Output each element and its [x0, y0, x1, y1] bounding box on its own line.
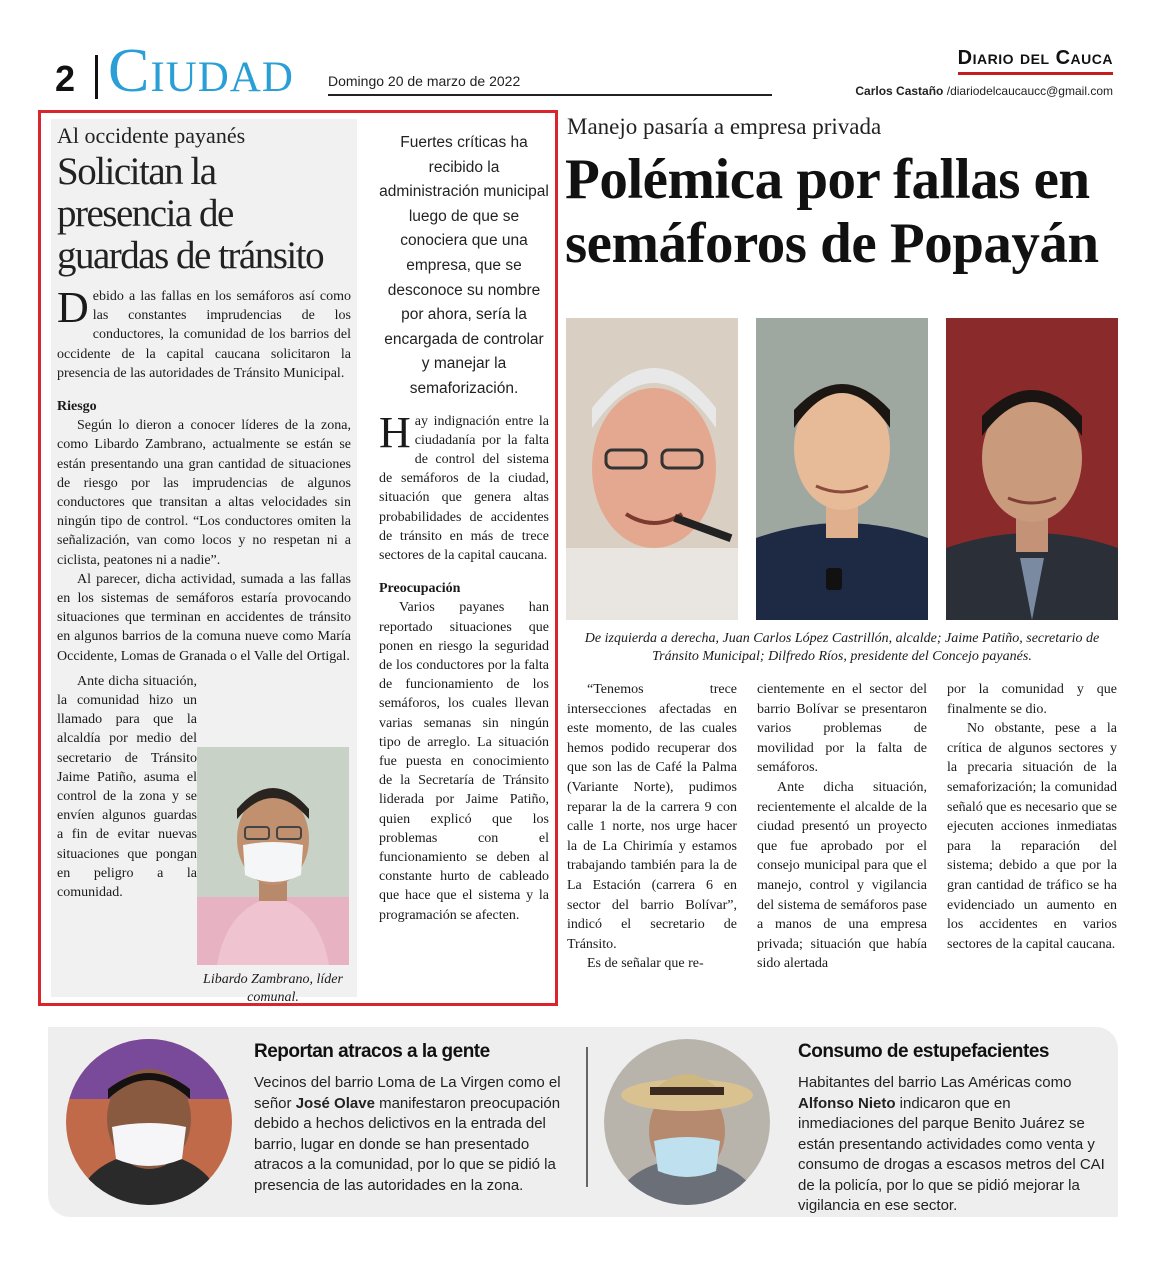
right-column-2: [757, 680, 927, 974]
subhead-riesgo: Riesgo: [57, 399, 97, 415]
brief-title-estupefacientes: Consumo de estupefacientes: [798, 1041, 1049, 1062]
paragraph: cientemente en el sector del barrio Bolívar se presentaron varios problemas de movilidad por la falta de semáforos.: [757, 682, 927, 776]
author-name: Carlos Castaño: [855, 84, 944, 98]
briefs-divider: [586, 1047, 588, 1187]
paragraph: Varios payanes han reportado situaciones que ponen en riesgo la seguridad de los conductores por la falta de funcionamiento de los semáforos, los cuales llevan varias semanas sin ningún tipo de arreglo. La situación fue puesta en conocimiento de la Secretaría de Tránsito liderada por Jaime Patiño, quien explicó que los problemas con el funcionamiento se deben al constante hurto de cableado que hace que el sistema y la programación se afecten.: [379, 600, 549, 923]
right-headline: Polémica por fallas en semáforos de Popayán: [565, 148, 1099, 275]
drop-cap: H: [379, 407, 411, 457]
newspaper-logo: Diario del Cauca: [958, 47, 1113, 75]
section-title: Ciudad: [108, 37, 294, 105]
left-side-column: [379, 131, 549, 925]
briefs-panel: [48, 1027, 1118, 1217]
photo-alfonso-nieto: [604, 1039, 770, 1205]
brief-text-estupefacientes: Habitantes del barrio Las Américas como Alfonso Nieto indicaron que en inmediaciones del parque Benito Juárez se están presentando actividades como venta y consumo de drogas a escasos metros del CAI de la policía, por lo que se pidió mejorar la vigilancia en ese sector.: [798, 1074, 1105, 1214]
photos-caption: De izquierda a derecha, Juan Carlos López Castrillón, alcalde; Jaime Patiño, secretario de Tránsito Municipal; Dilfredo Ríos, presidente del Concejo payanés.: [584, 631, 1100, 664]
byline: [855, 84, 1113, 98]
photo-transit-secretary: [756, 318, 928, 620]
paragraph: Es de señalar que re-: [587, 956, 704, 972]
left-article-main: [51, 119, 357, 1005]
header-divider: [95, 55, 98, 99]
header-rule: [328, 94, 772, 96]
brief-person-name: Alfonso Nieto: [798, 1094, 896, 1112]
left-kicker: Al occidente payanés: [57, 123, 246, 148]
photo-jose-olave: [66, 1039, 232, 1205]
pull-quote: Fuertes críticas ha recibido la administración municipal luego de que se conociera que una empresa, que se desconoce su nombre por ahora, sería la encargada de controlar y manejar la semaforización.: [379, 134, 549, 397]
subhead-preocupacion: Preocupación: [379, 581, 461, 597]
photo-council-president: [946, 318, 1118, 620]
paragraph: Al parecer, dicha actividad, sumada a las fallas en los sistemas de semáforos estaría provocando situaciones que terminan en accidentes de tránsito en algunos barrios de la comuna nueve como María Occidente, Lomas de Granada o el Valle del Ortigal.: [57, 571, 351, 664]
page-number: 2: [55, 58, 76, 99]
left-article-box: [38, 110, 558, 1006]
right-kicker: Manejo pasaría a empresa privada: [567, 114, 882, 139]
brief-person-name: José Olave: [295, 1094, 375, 1112]
author-email: /diariodelcaucaucc@gmail.com: [946, 84, 1113, 98]
portrait-caption: Libardo Zambrano, líder comunal.: [203, 972, 343, 1005]
issue-date: Domingo 20 de marzo de 2022: [328, 73, 521, 89]
side-body: [379, 407, 549, 925]
paragraph: Según lo dieron a conocer líderes de la zona, como Libardo Zambrano, actualmente se están se están presentando una gran cantidad de situaciones de riesgo por las imprudencias de algunos conductores que transitan a altas velocidades sin ningún tipo de control. “Los conductores omiten la señalización, van como locos y no respetan ni a ciclista, peatones ni a nadie”.: [57, 418, 351, 568]
paragraph: Ante dicha situación, recientemente el alcalde de la ciudad presentó un proyecto que fue aprobado por el consejo municipal para que el manejo, control y vigilancia del sistema de semáforos pase a manos de una empresa privada; situación que había sido alertada: [757, 779, 927, 972]
paragraph: Ante dicha situación, la comunidad hizo un llamado para que la alcaldía por medio del secretario de Tránsito Jaime Patiño, asuma el control de la zona y se envíen algunos guardas a fin de evitar nuevas situaciones que pongan en peligro a la comunidad.: [57, 673, 197, 901]
drop-cap: D: [57, 283, 89, 332]
paragraph: Hay indignación entre la ciudadanía por la falta de control del sistema de semáforos de la ciudad, situación que genera altas probabilidades de accidentes de tránsito en más de trece sectores de la capital caucana.: [379, 407, 549, 563]
left-headline: Solicitan la presencia de guardas de tránsito: [57, 150, 324, 277]
right-column-3: [947, 680, 1117, 954]
brief-title-atracos: Reportan atracos a la gente: [254, 1041, 490, 1062]
paragraph: por la comunidad y que finalmente se dio.: [947, 682, 1117, 717]
brief-text-atracos: Vecinos del barrio Loma de La Virgen como el señor José Olave manifestaron preocupación debido a hechos delictivos en la entrada del barrio, lugar en donde se han presentado atracos a la comunidad, por lo que se pidió la presencia de las autoridades en la zona.: [254, 1074, 561, 1194]
photo-mayor: [566, 318, 738, 620]
portrait-libardo-zambrano: [197, 747, 349, 965]
paragraph: “Tenemos trece intersecciones afectadas en este momento, de las cuales hemos podido recuperar dos que son las de Café la Palma (Variante Norte), pudimos reparar la de la carrera 9 con calle 1 norte, nos urge hacer la de La Chirimía y estamos trabajando también para la de La Estación (carrera 6 en sector del barrio Bolívar”, indicó el secretario de Tránsito.: [567, 682, 737, 952]
right-column-1: [567, 680, 737, 974]
paragraph: No obstante, pese a la crítica de algunos sectores y la precaria situación de la semaforización; la comunidad señaló que es necesario que se ejecuten acciones inmediatas para la reparación del sistema; debido a que por la gran cantidad de tráfico se ha evidenciado un aumento en los accidentes en varios sectores de la capital caucana.: [947, 721, 1117, 952]
paragraph: Debido a las fallas en los semáforos así como las constantes imprudencias de los conductores, la comunidad de los barrios del occidente de la capital caucana solicitaron la presencia de las autoridades de Tránsito Municipal.: [57, 283, 351, 381]
